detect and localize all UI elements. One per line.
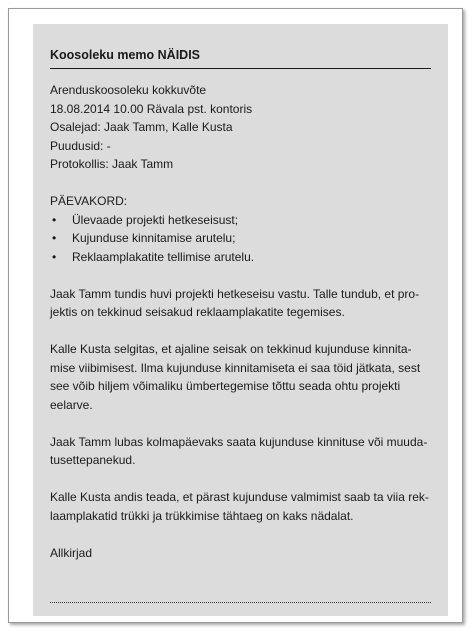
agenda-item-text: Reklaamplakatite tellimise arutelu.: [72, 249, 255, 264]
paragraph-project-status: [50, 285, 431, 322]
agenda-item: [50, 211, 431, 230]
spacer: [50, 322, 431, 341]
document-frame: [8, 8, 463, 623]
paragraph-line: see võib hiljem võimaliku ümbertegemise tõttu seada ohtu projekti: [50, 379, 401, 393]
paragraph-line: Kalle Kusta selgitas, et ajaline seisak on tekkinud kujunduse kinnita-: [50, 342, 412, 356]
spacer: [50, 174, 431, 193]
agenda-item-text: Kujunduse kinnitamise arutelu;: [72, 231, 236, 245]
minutes-taker-line: Protokollis: Jaak Tamm: [50, 157, 174, 171]
signatures-label: Allkirjad: [50, 545, 93, 560]
paragraph-design-approval: [50, 433, 431, 470]
spacer: [50, 414, 431, 433]
memo-card: [33, 24, 448, 616]
paragraph-line: Jaak Tamm tundis huvi projekti hetkeseisu vastu. Talle tundub, et pro-: [50, 286, 420, 301]
spacer: [50, 525, 431, 544]
agenda-heading: PÄEVAKORD:: [50, 194, 128, 208]
bullet-icon: •: [52, 249, 57, 264]
memo-body: [50, 81, 431, 562]
bullet-icon: •: [52, 212, 57, 227]
paragraph-line: tusettepanekud.: [50, 453, 136, 467]
paragraph-line: Kalle Kusta andis teada, et pärast kujunduse valmimist saab ta viia rek-: [50, 490, 429, 504]
meeting-summary-line: Arenduskoosoleku kokkuvõte: [50, 83, 207, 97]
agenda-list: [50, 211, 431, 267]
paragraph-print-deadline: [50, 488, 431, 525]
signature-line: [50, 602, 431, 603]
bullet-icon: •: [52, 231, 57, 245]
paragraph-line: laamplakatid trükki ja trükkimise tähtaeg on kaks nädalat.: [50, 508, 354, 523]
paragraph-delay-explanation: [50, 340, 431, 414]
participants-line: Osalejad: Jaak Tamm, Kalle Kusta: [50, 120, 233, 134]
paragraph-line: mise viibimisest. Ilma kujunduse kinnitamiseta ei saa töid jätkata, sest: [50, 360, 421, 375]
agenda-item-text: Ülevaade projekti hetkeseisust;: [72, 212, 239, 227]
paragraph-line: Jaak Tamm lubas kolmapäevaks saata kujunduse kinnituse või muuda-: [50, 434, 428, 449]
spacer: [50, 470, 431, 489]
agenda-item: [50, 229, 431, 248]
meeting-date-line: 18.08.2014 10.00 Rävala pst. kontoris: [50, 101, 253, 116]
paragraph-line: jektis on tekkinud seisakud reklaamplakatite tegemises.: [50, 305, 345, 319]
paragraph-line: eelarve.: [50, 397, 93, 412]
absent-line: Puudusid: -: [50, 138, 111, 153]
memo-title: Koosoleku memo NÄIDIS: [50, 47, 431, 69]
spacer: [50, 266, 431, 285]
agenda-item: [50, 248, 431, 267]
